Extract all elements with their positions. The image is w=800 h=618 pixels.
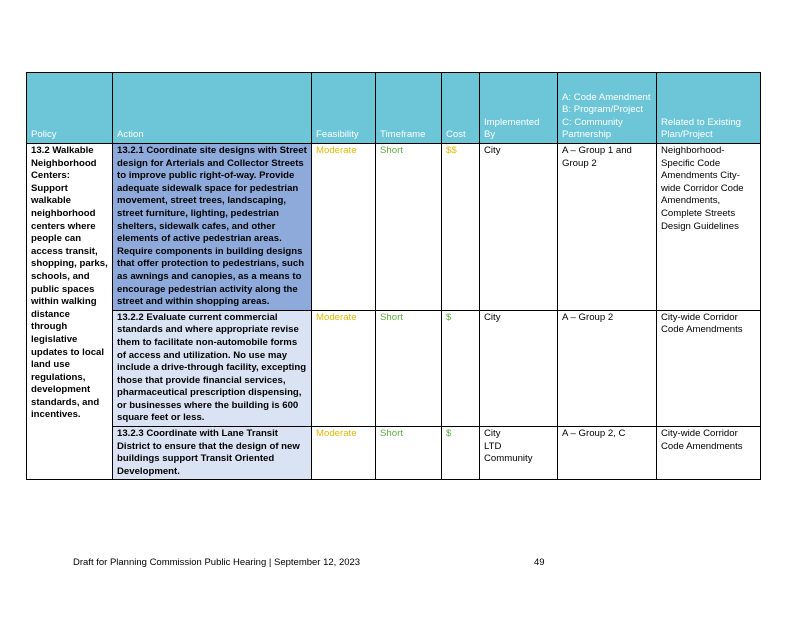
related-cell: Neighborhood-Specific Code Amendments City-wide Corridor Code Amendments, Complete Streets Design Guidelines	[657, 144, 761, 311]
policy-cell: 13.2 Walkable Neighborhood Centers: Support walkable neighborhood centers where people can access transit, shopping, parks, schools, and public spaces within walking distance through legislative updates to local land use regulations, development standards, and incentives.	[27, 144, 113, 480]
feasibility-cell: Moderate	[312, 427, 376, 480]
category-cell: A – Group 2	[558, 310, 657, 426]
cost-cell: $	[442, 310, 480, 426]
policy-action-table	[26, 72, 761, 480]
implemented-by-cell: City	[480, 144, 558, 311]
header-policy: Policy	[27, 73, 113, 144]
table-row	[27, 310, 761, 426]
timeframe-cell: Short	[376, 310, 442, 426]
feasibility-cell: Moderate	[312, 310, 376, 426]
action-cell: 13.2.1 Coordinate site designs with Street design for Arterials and Collector Streets to improve public right-of-way. Provide adequate sidewalk space for pedestrian movement, street trees, landscaping, street furniture, lighting, pedestrian shelters, sidewalk cafes, and other elements of active pedestrian areas. Require components in building designs that offer protection to pedestrians, such as awnings and canopies, as a means to encourage pedestrian activity along the street and within shopping areas.	[113, 144, 312, 311]
header-feasibility: Feasibility	[312, 73, 376, 144]
timeframe-cell: Short	[376, 427, 442, 480]
feasibility-cell: Moderate	[312, 144, 376, 311]
header-category: A: Code Amendment B: Program/Project C: Community Partnership	[558, 73, 657, 144]
table-row	[27, 427, 761, 480]
header-timeframe: Timeframe	[376, 73, 442, 144]
cost-cell: $$	[442, 144, 480, 311]
implemented-by-cell: City	[480, 310, 558, 426]
related-cell: City-wide Corridor Code Amendments	[657, 427, 761, 480]
header-related: Related to Existing Plan/Project	[657, 73, 761, 144]
header-action: Action	[113, 73, 312, 144]
action-cell: 13.2.3 Coordinate with Lane Transit District to ensure that the design of new buildings support Transit Oriented Development.	[113, 427, 312, 480]
timeframe-cell: Short	[376, 144, 442, 311]
header-row	[27, 73, 761, 144]
header-implemented-by: Implemented By	[480, 73, 558, 144]
category-cell: A – Group 1 and Group 2	[558, 144, 657, 311]
cost-cell: $	[442, 427, 480, 480]
header-cost: Cost	[442, 73, 480, 144]
action-cell: 13.2.2 Evaluate current commercial standards and where appropriate revise them to facilitate non-automobile forms of access and utilization. No use may include a drive-through facility, excepting those that provide financial services, pharmaceutical prescription dispensing, or businesses where the building is 600 square feet or less.	[113, 310, 312, 426]
table-row	[27, 144, 761, 311]
category-cell: A – Group 2, C	[558, 427, 657, 480]
page-number: 49	[534, 557, 545, 568]
footer-text: Draft for Planning Commission Public Hearing | September 12, 2023	[73, 557, 361, 568]
implemented-by-cell: City LTD Community	[480, 427, 558, 480]
related-cell: City-wide Corridor Code Amendments	[657, 310, 761, 426]
